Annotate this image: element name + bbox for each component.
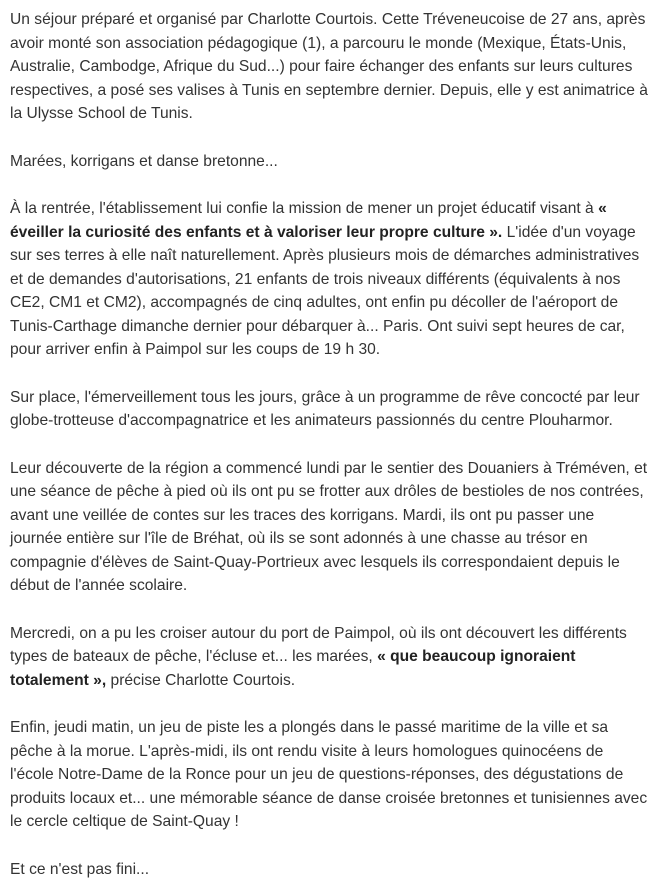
paragraph-discovery: Leur découverte de la région a commencé lundi par le sentier des Douaniers à Tréméven, et une séance de pêche à pied où ils ont pu se frotter aux drôles de bestioles de nos contrées, avant une veillée de contes sur les traces des korrigans. Mardi, ils ont pu passer une journée entière sur l'île de Bréhat, où ils se sont adonnés à une chasse au trésor en compagnie d'élèves de Saint-Quay-Portrieux avec lesquels ils correspondaient depuis le début de l'année scolaire. <box>10 457 650 598</box>
quote-eveiller: « éveiller la curiosité des enfants et à valoriser leur propre culture ». <box>10 200 607 241</box>
paragraph-closing: Et ce n'est pas fini... <box>10 858 650 881</box>
paragraph-thursday: Enfin, jeudi matin, un jeu de piste les a plongés dans le passé maritime de la ville et sa pêche à la morue. L'après-midi, ils ont rendu visite à leurs homologues quinocéens de l'école Notre-Dame de la Ronce pour un jeu de questions-réponses, des dégustations de produits locaux et... une mémorable séance de danse croisée bretonnes et tunisiennes avec le cercle celtique de Saint-Quay ! <box>10 716 650 834</box>
paragraph-arrival: Sur place, l'émerveillement tous les jours, grâce à un programme de rêve concocté par leur globe-trotteuse d'accompagnatrice et les animateurs passionnés du centre Plouharmor. <box>10 386 650 433</box>
quote-marees: « que beaucoup ignoraient totalement », <box>10 648 575 689</box>
paragraph-project-text-1: À la rentrée, l'établissement lui confie la mission de mener un projet éducatif visant à <box>10 200 598 217</box>
paragraph-project-text-2: L'idée d'un voyage sur ses terres à elle naît naturellement. Après plusieurs mois de démarches administratives et de demandes d'autorisations, 21 enfants de trois niveaux différents (équivalents à nos CE2, CM1 et CM2), accompagnés de cinq adultes, ont enfin pu décoller de l'aéroport de Tunis-Carthage dimanche dernier pour débarquer à... Paris. Ont suivi sept heures de car, pour arriver enfin à Paimpol sur les coups de 19 h 30. <box>10 224 639 359</box>
paragraph-project <box>10 197 650 362</box>
paragraph-subheading: Marées, korrigans et danse bretonne... <box>10 150 650 174</box>
paragraph-wednesday-text-2: précise Charlotte Courtois. <box>106 672 295 689</box>
paragraph-wednesday-text-1: Mercredi, on a pu les croiser autour du port de Paimpol, où ils ont découvert les différents types de bateaux de pêche, l'écluse et... les marées, <box>10 625 627 666</box>
paragraph-wednesday <box>10 622 650 693</box>
paragraph-intro: Un séjour préparé et organisé par Charlotte Courtois. Cette Tréveneucoise de 27 ans, après avoir monté son association pédagogique (1), a parcouru le monde (Mexique, États-Unis, Australie, Cambodge, Afrique du Sud...) pour faire échanger des enfants sur leurs cultures respectives, a posé ses valises à Tunis en septembre dernier. Depuis, elle y est animatrice à la Ulysse School de Tunis. <box>10 8 650 126</box>
